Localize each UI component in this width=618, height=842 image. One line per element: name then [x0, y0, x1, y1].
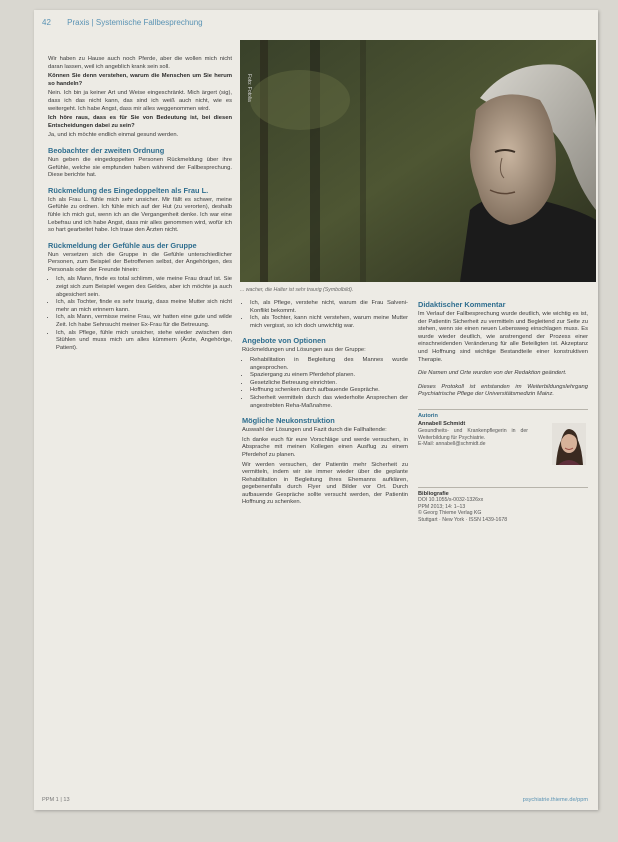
list-item: • Gesetzliche Betreuung einrichten.	[250, 380, 408, 388]
bibliography-line: © Georg Thieme Verlag KG	[418, 510, 482, 517]
interview-answer: Ja, und ich möchte endlich einmal gesund werden.	[48, 132, 179, 139]
section-text: Ich als Frau L. fühle mich sehr unsicher. Mir fällt es schwer, meine Gefühle zu ordnen. Ich fühle mich auf der Hut (zu verorten), deshalb fühle ich mich gut, wenn ich an die Vergangenheit denke. Ich war eine Lebefrau und ich habe Angst, dass mir alles genommen wird, wofür ich so hart gearbeitet habe. Ich traue den Ärzten nicht.	[48, 196, 232, 234]
bibliography-heading: Bibliografie	[418, 490, 449, 497]
editor-note: Dieses Protokoll ist entstanden im Weiterbildungslehrgang Psychiatrische Pflege der Universitätsmedizin Mainz.	[418, 383, 588, 398]
author-email: E-Mail: annabell@schmidt.de	[418, 440, 486, 447]
bibliography-line: Stuttgart · New York · ISSN 1439-1678	[418, 516, 508, 523]
column-left	[48, 56, 232, 354]
footer-website: psychiatrie.thieme.de/ppm	[522, 797, 588, 803]
list-item: • Sicherheit vermitteln durch das wiederholte Ansprechen der angestrebten Reha-Maßnahme.	[250, 395, 408, 410]
elderly-woman-photo	[240, 40, 596, 282]
magazine-page	[34, 10, 598, 810]
interview-question: Können Sie denn verstehen, warum die Menschen um Sie herum so handeln?	[48, 73, 232, 87]
author-description: Gesundheits- und Krankenpflegerin in der Weiterbildung für Psychiatrie.	[418, 428, 528, 441]
interview-answer: Wir haben zu Hause auch noch Pferde, aber die wollen mich nicht daran lassen, weil ich angeblich krank sein soll.	[48, 56, 232, 70]
photo-caption: ... wacher, die Halter ist sehr traurig (Symbolbild).	[240, 287, 354, 293]
section-heading: Angebote von Optionen	[242, 336, 326, 346]
portrait-photo	[240, 40, 596, 282]
footer-issue: PPM 1 | 13	[42, 797, 70, 803]
interview-answer: Nein. Ich bin ja keiner Art und Weise eingeschränkt. Mich ärgert (sig), dass ich das nicht kann, das sind ich weiß auch nicht, wie es weitergeht. Ich habe Angst, dass mir alles weggenommen wird.	[48, 90, 232, 112]
section-title: Praxis | Systemische Fallbesprechung	[67, 18, 203, 27]
section-text: Auswahl der Lösungen und Fazit durch die Fallhaltende:	[242, 427, 387, 434]
author-heading: Autorin	[418, 409, 588, 421]
list-item: • Ich, als Tochter, kann nicht verstehen, warum meine Mutter mich vergisst, so ich doch unwichtig war.	[250, 315, 408, 330]
section-text: Nun geben die eingedoppelten Personen Rückmeldung über ihre Gefühle, welche sie empfunden haben während der Fallbesprechung. Diese berichte hat.	[48, 156, 232, 179]
section-heading: Beobachter der zweiten Ordnung	[48, 145, 165, 155]
section-text: Rückmeldungen und Lösungen aus der Gruppe:	[242, 347, 366, 354]
running-header	[42, 18, 203, 27]
section-text: Nun versetzen sich die Gruppe in die Gefühle unterschiedlicher Personen, zum Beispiel der Betroffenen selbst, der Angehörigen, des Personals oder der Freunde hinein:	[48, 251, 232, 273]
section-heading: Rückmeldung der Gefühle aus der Gruppe	[48, 240, 197, 250]
section-heading: Didaktischer Kommentar	[418, 300, 506, 309]
list-item: • Hoffnung schenken durch aufbauende Gespräche.	[250, 387, 408, 395]
author-avatar	[552, 423, 586, 465]
author-name: Annabell Schmidt	[418, 420, 466, 427]
bibliography-line: PPM 2013; 14: 1–13	[418, 503, 466, 510]
section-text: Im Verlauf der Fallbesprechung wurde deutlich, wie wichtig es ist, der Patientin Sicherheit zu vermitteln und Begleitend zur Seite zu stehen, wenn sie einen neuen Lebensweg einschlagen muss. Es wurde wieder deutlich, wie anstrengend der Prozess einer einschneidenden Veränderung für alle Beteiligten ist. Akzeptanz und Hoffnung sind wichtige Bestandteile einer konstruktiven Therapie.	[418, 311, 588, 363]
options-list	[242, 357, 408, 410]
page-number: 42	[42, 18, 51, 27]
section-text: Ich danke euch für eure Vorschläge und werde versuchen, in Absprache mit meinen Kollegen einen Ausflug zu einem Pferdehof zu planen.	[242, 436, 408, 458]
section-heading: Mögliche Neukonstruktion	[242, 416, 335, 426]
author-portrait	[552, 423, 586, 465]
list-item: • Spaziergang zu einem Pferdehof planen.	[250, 372, 408, 380]
author-box	[418, 409, 588, 479]
bibliography-line: DOI 10.1055/s-0032-1326xx	[418, 497, 484, 504]
list-item: • Rehabilitation in Begleitung des Mannes wurde angesprochen.	[250, 357, 408, 372]
section-text: Wir werden versuchen, der Patientin mehr Sicherheit zu vermitteln, indem wir sie immer wieder über die geplante Rehabilitation in Begleitung ihres Ehemanns aufklären, gegebenenfalls durch Flyer und Bilder vor Ort. Durch aufbauende Gespräche sollte versucht werden, der Patientin Hoffnung zu schenken.	[242, 461, 408, 506]
column-right	[418, 300, 588, 523]
interview-question: Ich höre raus, dass es für Sie von Bedeutung ist, bei diesen Entscheidungen dabei zu sein?	[48, 115, 232, 129]
list-item: • Ich, als Mann, vermisse meine Frau, wir hatten eine gute und wilde Zeit. Ich habe Sehnsucht meiner Ex-Frau für die Betreuung.	[56, 314, 232, 329]
photo-credit: Foto: Fotolia	[246, 74, 252, 102]
list-item: • Ich, als Tochter, finde es sehr traurig, dass meine Mutter sich nicht mehr an mich erinnern kann.	[56, 299, 232, 314]
list-item: • Ich, als Pflege, fühle mich unsicher, stehe wieder zwischen den Stühlen und muss mich um alles kümmern (Ärzte, Angehörige, Patient).	[56, 330, 232, 353]
bibliography-box	[418, 487, 588, 523]
editor-note: Die Namen und Orte wurden von der Redaktion geändert.	[418, 370, 567, 377]
list-item: • Ich, als Pflege, verstehe nicht, warum die Frau Salveni-Konflikt bekommt.	[250, 300, 408, 315]
section-heading: Rückmeldung des Eingedoppelten als Frau L.	[48, 185, 209, 195]
feedback-list	[48, 276, 232, 352]
list-item: • Ich, als Mann, finde es total schlimm, wie meine Frau drauf ist. Sie zeigt sich zum Beispiel wegen des Geldes, aber ich möchte ja auch abgesichert sein.	[56, 276, 232, 299]
feedback-list-cont	[242, 300, 408, 330]
column-middle	[242, 300, 408, 509]
